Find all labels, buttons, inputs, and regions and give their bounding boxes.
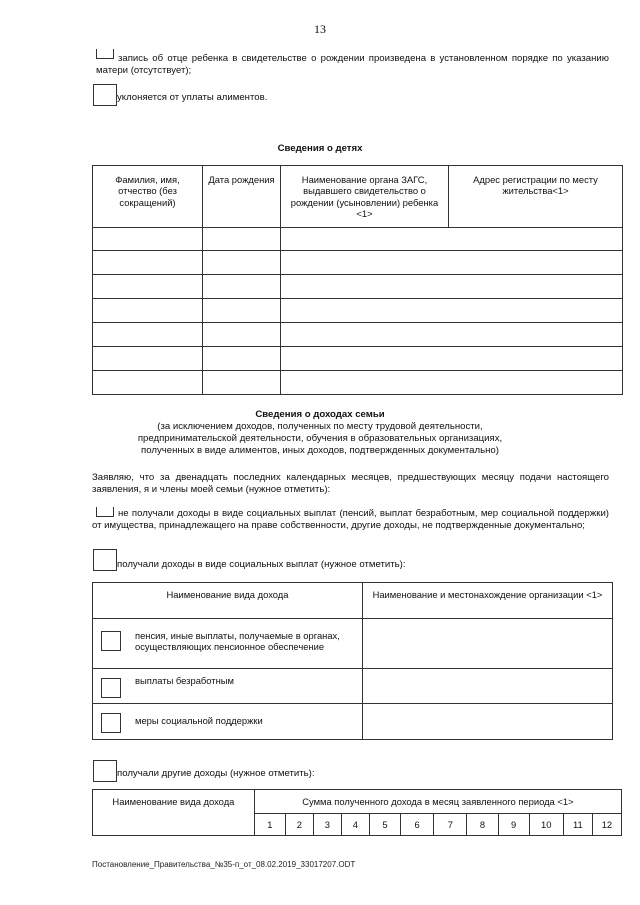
month-4: 4 [341,814,369,836]
cell-full-name[interactable] [93,347,203,371]
table-row [93,228,623,251]
evades-alimony-text: уклоняется от уплаты алиментов. [117,92,268,103]
cell-birth-date[interactable] [203,371,281,395]
month-1: 1 [254,814,285,836]
month-12: 12 [592,814,621,836]
table-row [93,275,623,299]
table-row [93,299,623,323]
social-income-checkbox[interactable] [93,549,117,571]
children-section-title: Сведения о детях [277,143,363,154]
month-7: 7 [434,814,467,836]
table-row [93,704,613,740]
cell-birth-date[interactable] [203,228,281,251]
pension-checkbox[interactable] [101,631,121,651]
cell-birth-date[interactable] [203,251,281,275]
col-other-income-type: Наименование вида дохода [93,790,255,836]
social-support-organization-cell[interactable] [363,704,613,740]
children-table [92,165,623,395]
month-9: 9 [498,814,529,836]
month-2: 2 [285,814,313,836]
cell-zags-address[interactable] [281,275,623,299]
col-income-type: Наименование вида дохода [93,583,363,619]
other-income-checkbox[interactable] [93,760,117,782]
cell-full-name[interactable] [93,228,203,251]
col-full-name: Фамилия, имя, отчество (без сокращений) [93,166,203,228]
col-organization: Наименование и местонахождение организации <1> [363,583,613,619]
month-3: 3 [313,814,341,836]
income-section-title: Сведения о доходах семьи [255,409,385,420]
table-row [93,323,623,347]
social-income-text: получали доходы в виде социальных выплат (нужное отметить): [117,559,406,570]
cell-full-name[interactable] [93,275,203,299]
col-zags-organ: Наименование органа ЗАГС, выдавшего свидетельство о рождении (усыновлении) ребенка <1> [281,166,449,228]
unemployment-label: выплаты безработным [135,675,234,686]
pension-organization-cell[interactable] [363,619,613,669]
page-number: 13 [314,22,326,36]
cell-birth-date[interactable] [203,347,281,371]
cell-birth-date[interactable] [203,323,281,347]
col-registration-address: Адрес регистрации по месту жительства<1> [449,166,623,228]
cell-full-name[interactable] [93,299,203,323]
evades-alimony-checkbox[interactable] [93,84,117,106]
cell-zags-address[interactable] [281,323,623,347]
cell-zags-address[interactable] [281,228,623,251]
other-income-table [92,789,622,836]
cell-full-name[interactable] [93,323,203,347]
income-subtitle-line3: полученных в виде алиментов, иных доходов, подтвержденных документально) [141,445,499,456]
table-row [93,619,613,669]
month-11: 11 [563,814,592,836]
income-declaration: Заявляю, что за двенадцать последних календарных месяцев, предшествующих месяцу подачи настоящего заявления, я и члены моей семьи (нужное отметить): [92,472,609,495]
table-row [93,371,623,395]
cell-birth-date[interactable] [203,299,281,323]
cell-full-name[interactable] [93,251,203,275]
table-row [93,347,623,371]
no-income-text: не получали доходы в виде социальных выплат (пенсий, выплат безработным, мер социальной поддержки) от имущества, принадлежащего на праве собственности, другие доходы, не подтвержденные документально; [92,508,609,531]
col-income-sum: Сумма полученного дохода в месяц заявленного периода <1> [254,790,621,814]
month-10: 10 [529,814,563,836]
table-row [93,251,623,275]
month-6: 6 [401,814,434,836]
unemployment-organization-cell[interactable] [363,669,613,704]
father-record-text: запись об отце ребенка в свидетельстве о рождении произведена в установленном порядке по указанию матери (отсутствует); [96,53,609,76]
document-footer: Постановление_Правительства_№35-п_от_08.02.2019_33017207.ODT [92,860,356,869]
month-5: 5 [369,814,400,836]
month-8: 8 [467,814,498,836]
cell-zags-address[interactable] [281,251,623,275]
pension-label: пенсия, иные выплаты, получаемые в органах, осуществляющих пенсионное обеспечение [135,630,340,653]
social-support-label: меры социальной поддержки [135,715,263,726]
cell-full-name[interactable] [93,371,203,395]
table-row [93,669,613,704]
income-subtitle-line1: (за исключением доходов, полученных по месту трудовой деятельности, [157,421,483,432]
cell-zags-address[interactable] [281,371,623,395]
cell-zags-address[interactable] [281,347,623,371]
social-income-table [92,582,613,740]
social-support-checkbox[interactable] [101,713,121,733]
cell-birth-date[interactable] [203,275,281,299]
cell-zags-address[interactable] [281,299,623,323]
income-subtitle-line2: предпринимательской деятельности, обучения в образовательных организациях, [137,433,503,444]
col-birth-date: Дата рождения [203,166,281,228]
unemployment-checkbox[interactable] [101,678,121,698]
other-income-text: получали другие доходы (нужное отметить): [117,768,315,779]
